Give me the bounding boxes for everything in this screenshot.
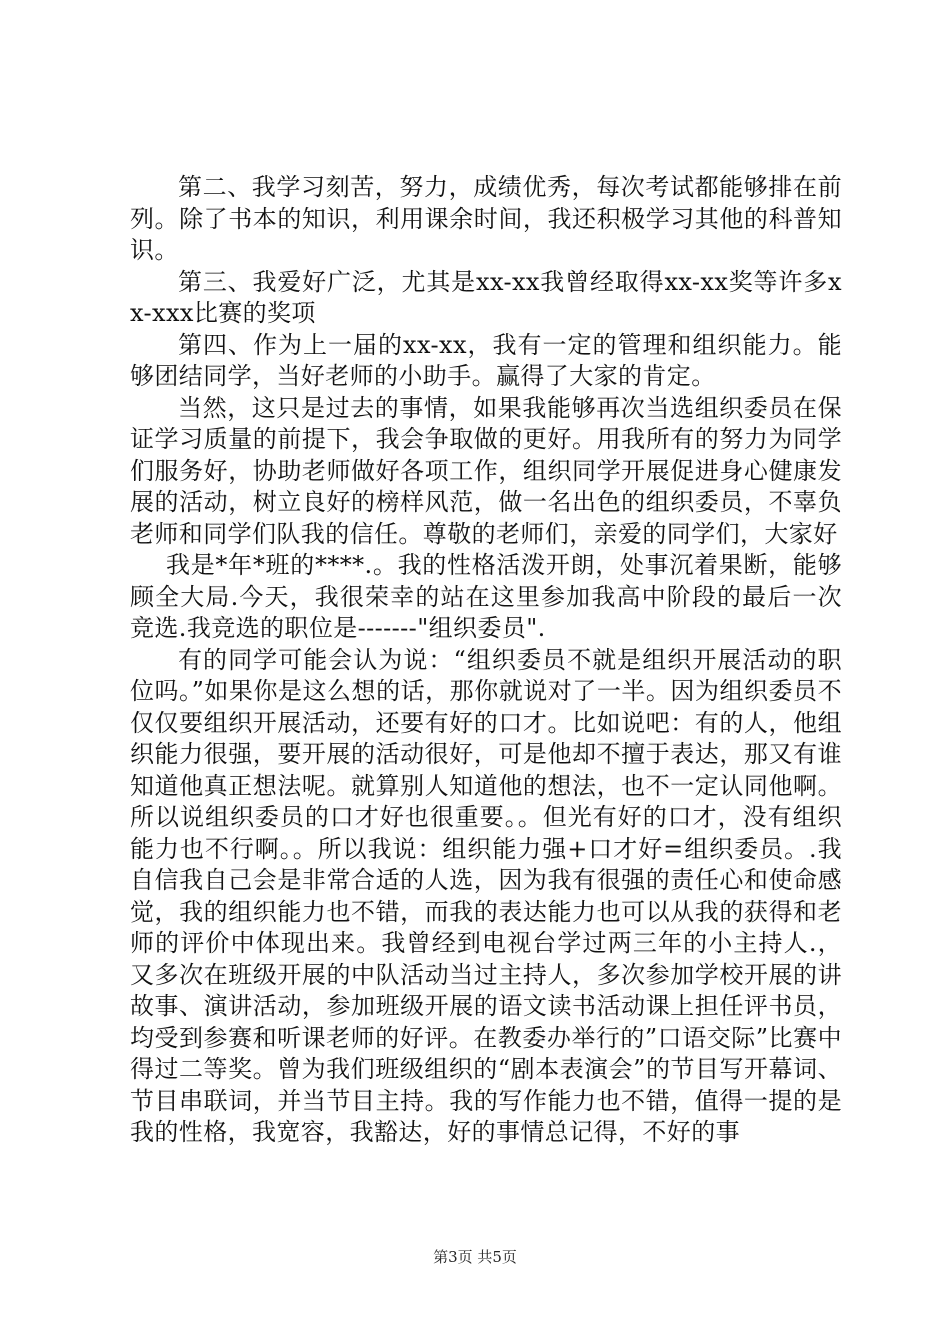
document-body	[130, 172, 842, 1149]
paragraph-point-four: 第四、作为上一届的xx-xx，我有一定的管理和组织能力。能够团结同学，当好老师的小助手。赢得了大家的肯定。	[130, 330, 842, 390]
paragraph-role-explanation: 有的同学可能会认为说：“组织委员不就是组织开展活动的职位吗。”如果你是这么想的话，那你就说对了一半。因为组织委员不仅仅要组织开展活动，还要有好的口才。比如说吧：有的人，他组织能力很强，要开展的活动很好，可是他却不擅于表达，那又有谁知道他真正想法呢。就算别人知道他的想法，也不一定认同他啊。所以说组织委员的口才好也很重要。。但光有好的口才，没有组织能力也不行啊。。所以我说：组织能力强+口才好=组织委员。.我自信我自己会是非常合适的人选，因为我有很强的责任心和使命感觉，我的组织能力也不错，而我的表达能力也可以从我的获得和老师的评价中体现出来。我曾经到电视台学过两三年的小主持人.，又多次在班级开展的中队活动当过主持人，多次参加学校开展的讲故事、演讲活动，参加班级开展的语文读书活动课上担任评书员，均受到参赛和听课老师的好评。在教委办举行的”口语交际”比赛中得过二等奖。曾为我们班级组织的“剧本表演会”的节目写开幕词、节目串联词，并当节目主持。我的写作能力也不错，值得一提的是我的性格，我宽容，我豁达，好的事情总记得，不好的事	[130, 645, 842, 1146]
page-number-footer: 第3页 共5页	[433, 1248, 517, 1266]
paragraph-point-two: 第二、我学习刻苦，努力，成绩优秀，每次考试都能够排在前列。除了书本的知识，利用课余时间，我还积极学习其他的科普知识。	[130, 173, 842, 264]
paragraph-self-introduction: 我是*年*班的****.。我的性格活泼开朗，处事沉着果断，能够顾全大局.今天，我很荣幸的站在这里参加我高中阶段的最后一次竞选.我竞选的职位是-------"组织委员".	[130, 551, 842, 642]
paragraph-point-three: 第三、我爱好广泛，尤其是xx-xx我曾经取得xx-xx奖等许多xx-xxx比赛的奖项	[130, 267, 842, 327]
paragraph-commitment: 当然，这只是过去的事情，如果我能够再次当选组织委员在保证学习质量的前提下，我会争取做的更好。用我所有的努力为同学们服务好，协助老师做好各项工作，组织同学开展促进身心健康发展的活动，树立良好的榜样风范，做一名出色的组织委员，不辜负老师和同学们队我的信任。尊敬的老师们，亲爱的同学们，大家好	[130, 393, 842, 548]
